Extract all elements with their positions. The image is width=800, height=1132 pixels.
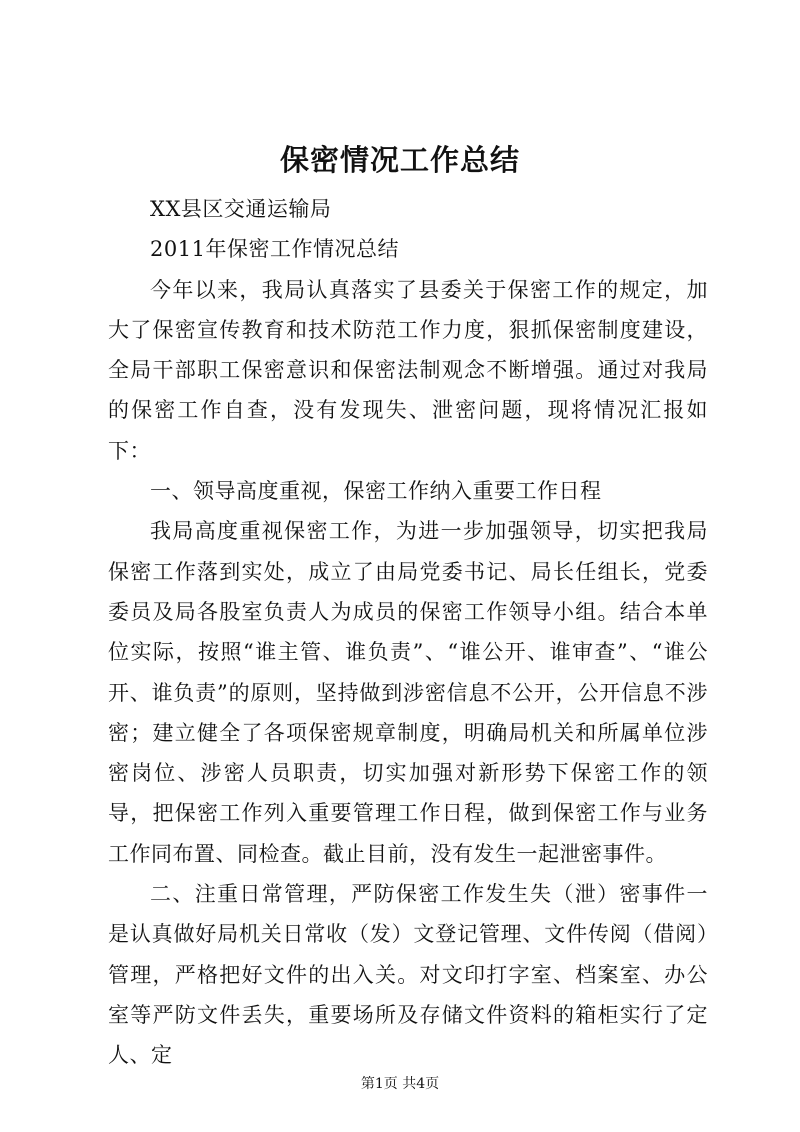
page-footer: 第1页 共4页	[360, 1076, 440, 1092]
section-heading-1: 一、领导高度重视，保密工作纳入重要工作日程	[150, 479, 602, 504]
paragraph-subtitle: 2011年保密工作情况总结	[150, 237, 399, 262]
document-title: 保密情况工作总结	[279, 143, 520, 177]
paragraph-organization: XX县区交通运输局	[150, 197, 332, 221]
paragraph-section-2: 二、注重日常管理，严防保密工作发生失（泄）密事件一是认真做好局机关日常收（发）文登记管理、文件传阅（借阅）管理，严格把好文件的出入关。对文印打字室、档案室、办公室等严防文件丢失，重要场所及存储文件资料的箱柜实行了定人、定	[108, 882, 708, 1068]
document-body	[108, 189, 708, 1076]
paragraph-intro: 今年以来，我局认真落实了县委关于保密工作的规定，加大了保密宣传教育和技术防范工作力度，狠抓保密制度建设，全局干部职工保密意识和保密法制观念不断增强。通过对我局的保密工作自查，没有发现失、泄密问题，现将情况汇报如下：	[108, 277, 708, 463]
paragraph-section-1: 我局高度重视保密工作，为进一步加强领导，切实把我局保密工作落到实处，成立了由局党委书记、局长任组长，党委委员及局各股室负责人为成员的保密工作领导小组。结合本单位实际，按照“谁主管、谁负责”、“谁公开、谁审查”、“谁公开、谁负责”的原则，坚持做到涉密信息不公开，公开信息不涉密；建立健全了各项保密规章制度，明确局机关和所属单位涉密岗位、涉密人员职责，切实加强对新形势下保密工作的领导，把保密工作列入重要管理工作日程，做到保密工作与业务工作同布置、同检查。截止目前，没有发生一起泄密事件。	[108, 519, 708, 866]
